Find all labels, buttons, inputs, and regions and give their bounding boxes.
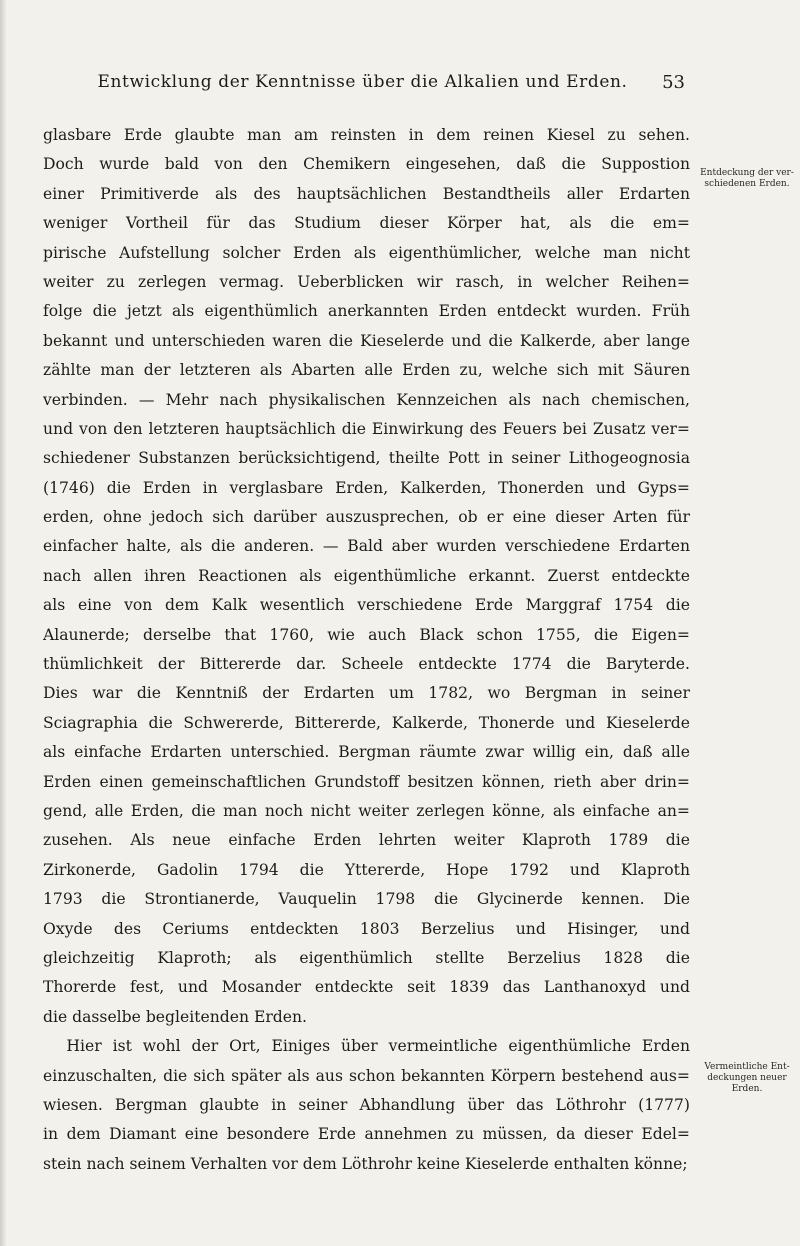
text-line: Dies war die Kenntniß der Erdarten um 1782, wo Bergman in seiner: [43, 684, 690, 703]
text-line: einer Primitiverde als des hauptsächlichen Bestandtheils aller Erdarten: [43, 184, 690, 203]
text-line: nach allen ihren Reactionen als eigenthümliche erkannt. Zuerst entdeckte: [43, 566, 690, 585]
text-line: einzuschalten, die sich später als aus schon bekannten Körpern bestehend aus=: [43, 1066, 690, 1085]
body-text: [43, 121, 690, 1179]
page-number: 53: [662, 72, 685, 93]
text-line: Alaunerde; derselbe that 1760, wie auch Black schon 1755, die Eigen=: [43, 625, 690, 644]
text-line: glasbare Erde glaubte man am reinsten in dem reinen Kiesel zu sehen.: [43, 126, 690, 144]
text-line: Thorerde fest, und Mosander entdeckte seit 1839 das Lanthanoxyd und: [43, 978, 690, 997]
text-line: einfacher halte, als die anderen. — Bald aber wurden verschiedene Erdarten: [43, 537, 690, 556]
text-line: Zirkonerde, Gadolin 1794 die Yttererde, Hope 1792 und Klaproth: [43, 860, 690, 879]
text-line: folge die jetzt als eigenthümlich anerkannten Erden entdeckt wurden. Früh: [43, 302, 690, 321]
text-line: verbinden. — Mehr nach physikalischen Kennzeichen als nach chemischen,: [43, 390, 690, 409]
text-line: stein nach seinem Verhalten vor dem Löthrohr keine Kieselerde enthalten könne;: [43, 1154, 688, 1173]
text-line: die dasselbe begleitenden Erden.: [43, 1007, 308, 1026]
text-line: Sciagraphia die Schwererde, Bittererde, Kalkerde, Thonerde und Kieselerde: [43, 713, 690, 732]
page-header: [40, 72, 685, 100]
text-line: schiedener Substanzen berücksichtigend, theilte Pott in seiner Lithogeognosia: [43, 449, 690, 468]
margin-note-discovery: Entdeckung der ver- schiedenen Erden.: [700, 168, 794, 189]
text-line: gend, alle Erden, die man noch nicht weiter zerlegen könne, als einfache an=: [43, 801, 690, 820]
text-line: gleichzeitig Klaproth; als eigenthümlich stellte Berzelius 1828 die: [43, 948, 690, 967]
running-head: Entwicklung der Kenntnisse über die Alkalien und Erden.: [97, 72, 628, 92]
text-line: wiesen. Bergman glaubte in seiner Abhandlung über das Löthrohr (1777): [43, 1095, 690, 1114]
text-line: zählte man der letzteren als Abarten alle Erden zu, welche sich mit Säuren: [43, 361, 690, 380]
page-edge-shadow: [0, 0, 6, 1246]
text-line: (1746) die Erden in verglasbare Erden, Kalkerden, Thonerden und Gyps=: [43, 478, 690, 497]
text-line: Erden einen gemeinschaftlichen Grundstoff besitzen können, rieth aber drin=: [43, 772, 690, 791]
text-line: weiter zu zerlegen vermag. Ueberblicken wir rasch, in welcher Reihen=: [43, 272, 690, 291]
text-line: zusehen. Als neue einfache Erden lehrten weiter Klaproth 1789 die: [43, 831, 690, 850]
text-line: als eine von dem Kalk wesentlich verschiedene Erde Marggraf 1754 die: [43, 596, 690, 615]
text-line: 1793 die Strontianerde, Vauquelin 1798 die Glycinerde kennen. Die: [43, 890, 690, 909]
text-line: Hier ist wohl der Ort, Einiges über vermeintliche eigenthümliche Erden: [66, 1037, 690, 1056]
text-line: Oxyde des Ceriums entdeckten 1803 Berzelius und Hisinger, und: [43, 919, 690, 938]
margin-note-supposed-discoveries: Vermeintliche Ent- deckungen neuer Erden.: [704, 1062, 790, 1094]
text-line: erden, ohne jedoch sich darüber auszusprechen, ob er eine dieser Arten für: [43, 508, 690, 527]
text-line: weniger Vortheil für das Studium dieser Körper hat, als die em=: [43, 214, 690, 233]
text-line: und von den letzteren hauptsächlich die Einwirkung des Feuers bei Zusatz ver=: [43, 419, 690, 438]
text-line: thümlichkeit der Bittererde dar. Scheele entdeckte 1774 die Baryterde.: [43, 655, 690, 674]
text-line: in dem Diamant eine besondere Erde annehmen zu müssen, da dieser Edel=: [43, 1125, 690, 1144]
text-line: pirische Aufstellung solcher Erden als eigenthümlicher, welche man nicht: [43, 243, 690, 262]
text-line: Doch wurde bald von den Chemikern eingesehen, daß die Suppostion: [43, 155, 690, 174]
text-line: bekannt und unterschieden waren die Kieselerde und die Kalkerde, aber lange: [43, 331, 690, 350]
text-line: als einfache Erdarten unterschied. Bergman räumte zwar willig ein, daß alle: [43, 743, 690, 762]
